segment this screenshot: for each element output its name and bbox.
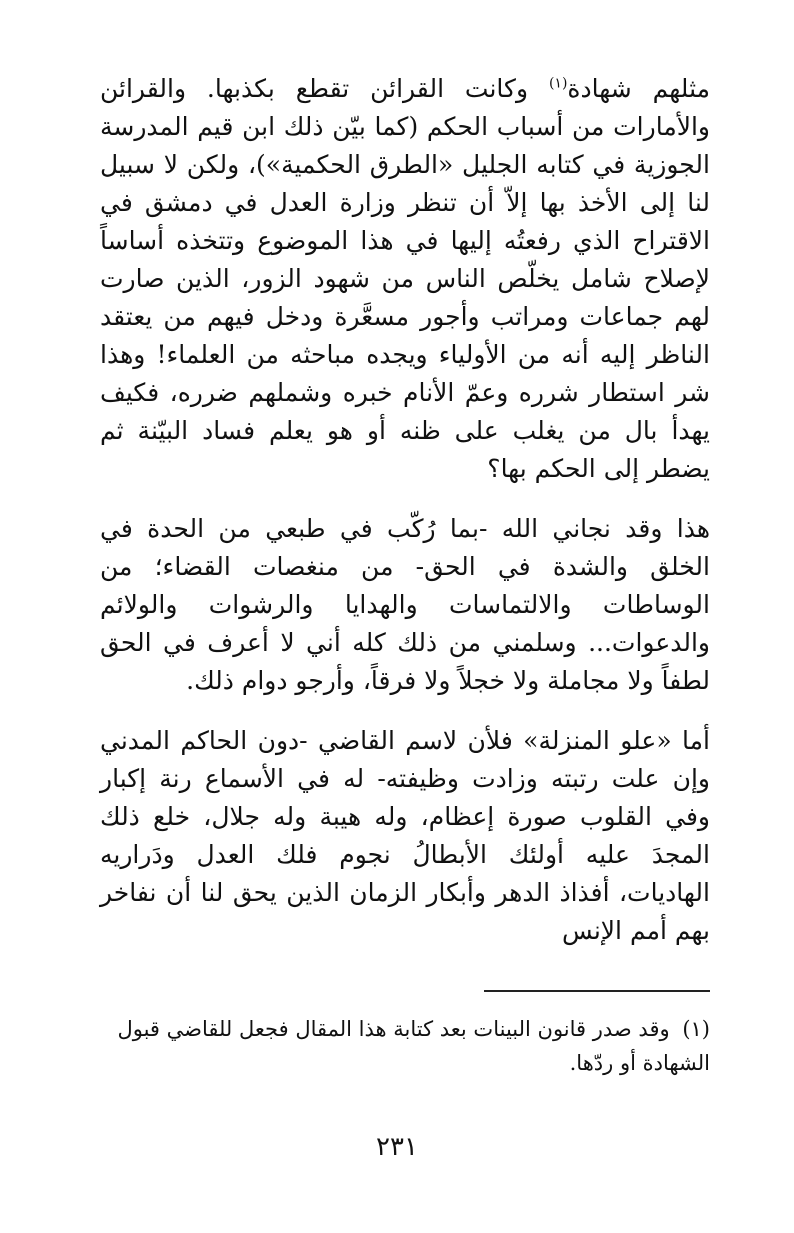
page-number: ٢٣١ [376,1132,418,1162]
paragraph-1 [100,70,710,488]
footnote-text: وقد صدر قانون البينات بعد كتابة هذا المقال فجعل للقاضي قبول الشهادة أو ردّها. [117,1017,710,1075]
footnote [100,1012,710,1080]
paragraph-2: هذا وقد نجاني الله -بما رُكّب في طبعي من الحدة في الخلق والشدة في الحق- من منغصات القضاء؛ من الوساطات والالتماسات والهدايا والرشوات والولائم والدعوات... وسلمني من ذلك كله أني لا أعرف في الحق لطفاً ولا مجاملة ولا خجلاً ولا فرقاً، وأرجو دوام ذلك. [100,514,710,695]
footnote-reference: (١) [548,75,568,92]
page-body [100,70,710,950]
paragraph-1-lead: مثلهم شهادة [567,74,711,103]
paragraph-3: أما «علو المنزلة» فلأن لاسم القاضي -دون الحاكم المدني وإن علت رتبته وزادت وظيفته- له في الأسماع رنة إكبار وفي القلوب صورة إعظام، وله هيبة وله جلال، خلع ذلك المجدَ عليه أولئك الأبطالُ نجوم فلك العدل ودَراريه الهاديات، أفذاذ الدهر وأبكار الزمان الذين يحق لنا أن نفاخر بهم أمم الإنس [100,726,710,945]
footnote-separator [484,990,710,992]
paragraph-1-text: وكانت القرائن تقطع بكذبها. والقرائن والأمارات من أسباب الحكم (كما بيّن ذلك ابن قيم المدرسة الجوزية في كتابه الجليل «الطرق الحكمية»)، ولكن لا سبيل لنا إلى الأخذ بها إلاّ أن تنظر وزارة العدل في دمشق في الاقتراح الذي رفعتُه إليها في هذا الموضوع وتتخذه أساساً لإصلاح شامل يخلّص الناس من شهود الزور، الذين صارت لهم جماعات ومراتب وأجور مسعَّرة ودخل فيهم من يعتقد الناظر إليه أنه من الأولياء ويجده مباحثه من العلماء! وهذا شر استطار شرره وعمّ الأنام خبره وشملهم ضرره، فكيف يهدأ بال من يغلب على ظنه أو هو يعلم فساد البيّنة ثم يضطر إلى الحكم بها؟ [100,74,710,483]
footnote-marker: (١) [682,1017,710,1041]
